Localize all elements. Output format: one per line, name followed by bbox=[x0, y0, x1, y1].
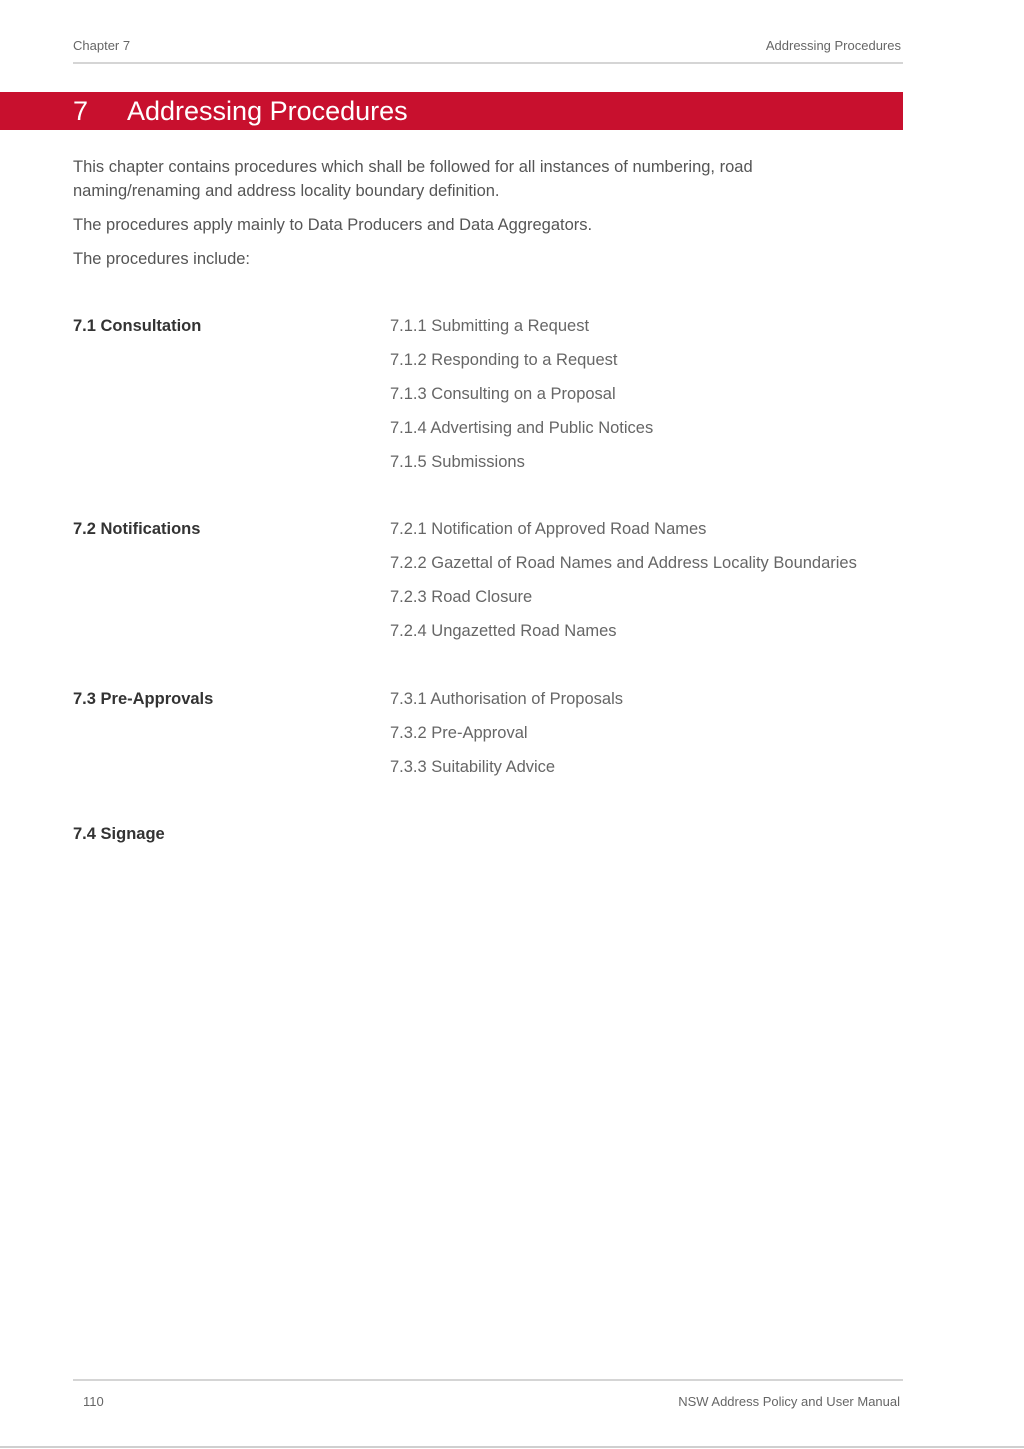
section-heading: 7.4 Signage bbox=[73, 825, 165, 843]
running-footer bbox=[73, 1379, 903, 1411]
section-heading: 7.2 Notifications bbox=[73, 520, 201, 538]
intro-paragraph: The procedures apply mainly to Data Producers and Data Aggregators. bbox=[73, 216, 593, 234]
subsection-item: 7.1.3 Consulting on a Proposal bbox=[390, 385, 616, 403]
subsection-item: 7.3.1 Authorisation of Proposals bbox=[390, 690, 623, 708]
intro-paragraph: This chapter contains procedures which shall be followed for all instances of numbering, road naming/renaming and address locality boundary definition. bbox=[73, 158, 753, 200]
subsection-item: 7.1.4 Advertising and Public Notices bbox=[390, 419, 654, 437]
subsection-list bbox=[390, 688, 623, 790]
subsection-item: 7.1.2 Responding to a Request bbox=[390, 351, 618, 369]
subsection-item: 7.1.5 Submissions bbox=[390, 453, 525, 471]
subsection-item: 7.2.3 Road Closure bbox=[390, 588, 533, 606]
subsection-list bbox=[390, 518, 857, 654]
subsection-item: 7.3.2 Pre-Approval bbox=[390, 724, 528, 742]
page-bottom-divider bbox=[0, 1446, 1024, 1448]
subsection-item: 7.2.2 Gazettal of Road Names and Address Locality Boundaries bbox=[390, 554, 857, 572]
subsection-item: 7.1.1 Submitting a Request bbox=[390, 317, 590, 335]
subsection-item: 7.2.1 Notification of Approved Road Names bbox=[390, 520, 707, 538]
header-chapter-label: Chapter 7 bbox=[73, 38, 131, 53]
chapter-title-banner bbox=[0, 92, 903, 130]
section-heading: 7.3 Pre-Approvals bbox=[73, 690, 214, 708]
chapter-number: 7 bbox=[73, 96, 89, 126]
intro-paragraph: The procedures include: bbox=[73, 250, 251, 268]
subsection-item: 7.3.3 Suitability Advice bbox=[390, 758, 556, 776]
page-number: 110 bbox=[83, 1394, 104, 1409]
subsection-item: 7.2.4 Ungazetted Road Names bbox=[390, 622, 617, 640]
chapter-title: Addressing Procedures bbox=[127, 96, 408, 126]
intro-text bbox=[73, 155, 883, 281]
running-header bbox=[73, 38, 903, 64]
header-section-label: Addressing Procedures bbox=[765, 38, 901, 53]
section-heading: 7.1 Consultation bbox=[73, 317, 202, 335]
subsection-list bbox=[390, 315, 653, 485]
manual-title: NSW Address Policy and User Manual bbox=[678, 1394, 900, 1409]
